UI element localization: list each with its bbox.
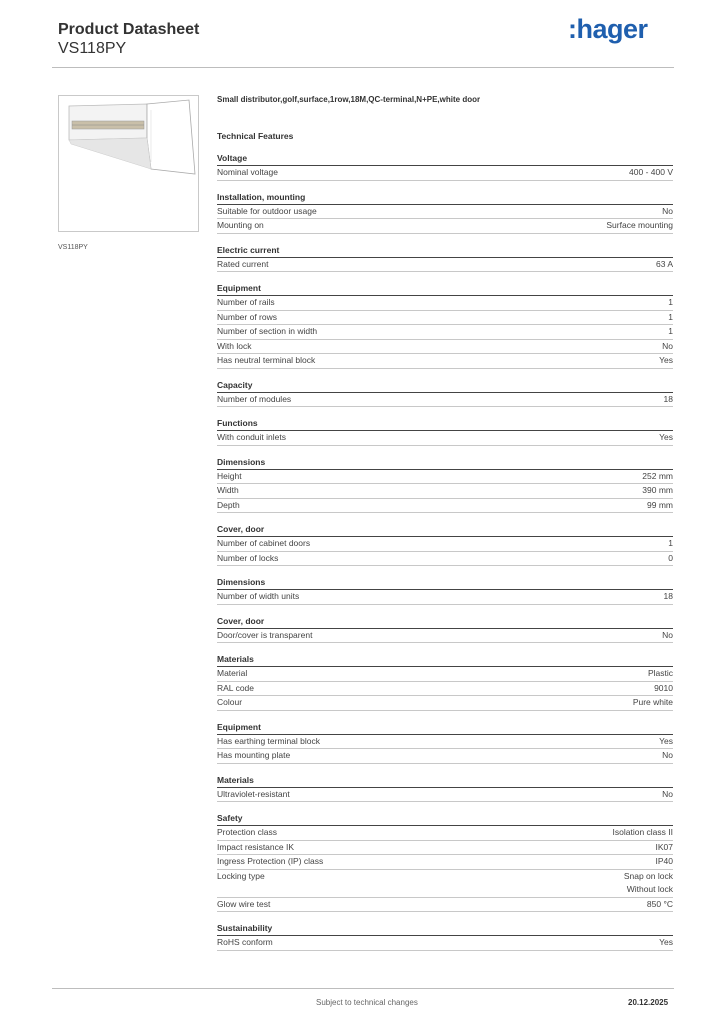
feature-row bbox=[217, 166, 673, 181]
feature-row bbox=[217, 855, 673, 870]
feature-value: IP40 bbox=[655, 856, 673, 866]
feature-section bbox=[217, 379, 673, 408]
feature-value: No bbox=[662, 788, 673, 799]
feature-label: Material bbox=[217, 668, 248, 678]
feature-label: Number of width units bbox=[217, 591, 300, 601]
feature-row bbox=[217, 431, 673, 446]
section-title: Electric current bbox=[217, 244, 673, 258]
feature-section bbox=[217, 812, 673, 912]
feature-label: Ingress Protection (IP) class bbox=[217, 856, 324, 866]
feature-value: 400 - 400 V bbox=[629, 167, 673, 177]
feature-label: Width bbox=[217, 485, 239, 495]
feature-section bbox=[217, 523, 673, 566]
section-title: Voltage bbox=[217, 152, 673, 166]
section-title: Equipment bbox=[217, 721, 673, 735]
feature-label: With lock bbox=[217, 340, 252, 351]
feature-label: Number of locks bbox=[217, 552, 279, 563]
section-title: Equipment bbox=[217, 282, 673, 296]
feature-row bbox=[217, 788, 673, 803]
section-title: Dimensions bbox=[217, 576, 673, 590]
feature-row bbox=[217, 354, 673, 369]
feature-section bbox=[217, 244, 673, 273]
feature-section bbox=[217, 653, 673, 711]
feature-label: Door/cover is transparent bbox=[217, 629, 313, 640]
feature-row bbox=[217, 311, 673, 326]
section-title: Capacity bbox=[217, 379, 673, 393]
feature-row bbox=[217, 898, 673, 913]
feature-value: Snap on lock Without lock bbox=[623, 870, 673, 894]
feature-row bbox=[217, 870, 673, 898]
feature-label: Ultraviolet-resistant bbox=[217, 788, 290, 799]
section-title: Cover, door bbox=[217, 523, 673, 537]
feature-label: With conduit inlets bbox=[217, 432, 286, 442]
feature-label: RoHS conform bbox=[217, 937, 273, 947]
feature-label: Colour bbox=[217, 697, 243, 707]
technical-features-heading: Technical Features bbox=[217, 131, 294, 141]
feature-row bbox=[217, 682, 673, 697]
feature-row bbox=[217, 470, 673, 485]
feature-label: Mounting on bbox=[217, 220, 264, 230]
feature-value: Plastic bbox=[647, 668, 673, 678]
feature-value: 1 bbox=[668, 297, 673, 307]
section-title: Cover, door bbox=[217, 615, 673, 629]
feature-label: Height bbox=[217, 470, 242, 481]
feature-row bbox=[217, 484, 673, 499]
footer-divider bbox=[52, 988, 674, 989]
feature-value: 390 mm bbox=[642, 485, 673, 495]
feature-row bbox=[217, 552, 673, 567]
feature-label: Depth bbox=[217, 499, 240, 510]
feature-label: Has earthing terminal block bbox=[217, 735, 320, 746]
header-divider bbox=[52, 67, 674, 68]
feature-section bbox=[217, 615, 673, 644]
page-title: Product Datasheet bbox=[58, 21, 200, 38]
feature-value: Yes bbox=[659, 432, 673, 442]
feature-value: Isolation class II bbox=[612, 827, 673, 837]
feature-value: Pure white bbox=[632, 697, 673, 707]
product-image bbox=[58, 95, 199, 232]
feature-value: 252 mm bbox=[642, 470, 673, 481]
feature-value: 1 bbox=[668, 326, 673, 336]
footer-note: Subject to technical changes bbox=[316, 998, 418, 1007]
section-title: Materials bbox=[217, 774, 673, 788]
feature-section bbox=[217, 191, 673, 234]
feature-row bbox=[217, 325, 673, 340]
footer-date: 20.12.2025 bbox=[628, 998, 669, 1007]
feature-row bbox=[217, 537, 673, 552]
feature-value: 0 bbox=[668, 552, 673, 563]
section-title: Materials bbox=[217, 653, 673, 667]
image-caption: VS118PY bbox=[58, 244, 88, 251]
datasheet-content bbox=[217, 94, 673, 961]
feature-section bbox=[217, 721, 673, 764]
feature-value: No bbox=[662, 750, 673, 760]
feature-value: 18 bbox=[663, 591, 673, 601]
feature-value: 1 bbox=[668, 311, 673, 322]
feature-label: Number of modules bbox=[217, 393, 292, 404]
feature-label: RAL code bbox=[217, 682, 255, 693]
product-code: VS118PY bbox=[58, 40, 127, 57]
feature-row bbox=[217, 296, 673, 311]
feature-row bbox=[217, 826, 673, 841]
feature-value: Yes bbox=[659, 735, 673, 746]
feature-row bbox=[217, 841, 673, 856]
feature-sections bbox=[217, 152, 673, 951]
feature-row bbox=[217, 219, 673, 234]
feature-value: 99 mm bbox=[647, 499, 673, 510]
feature-section bbox=[217, 152, 673, 181]
feature-row bbox=[217, 393, 673, 408]
feature-value: 1 bbox=[668, 538, 673, 548]
feature-row bbox=[217, 696, 673, 711]
feature-row bbox=[217, 629, 673, 644]
feature-row bbox=[217, 735, 673, 750]
feature-row bbox=[217, 590, 673, 605]
feature-value: Surface mounting bbox=[606, 220, 673, 230]
feature-label: Number of cabinet doors bbox=[217, 538, 311, 548]
feature-row bbox=[217, 667, 673, 682]
section-title: Sustainability bbox=[217, 922, 673, 936]
feature-value: IK07 bbox=[655, 841, 673, 852]
hager-logo: :hager bbox=[568, 14, 648, 44]
feature-row bbox=[217, 749, 673, 764]
feature-value: 18 bbox=[663, 393, 673, 404]
section-title: Functions bbox=[217, 417, 673, 431]
feature-label: Locking type bbox=[217, 870, 265, 881]
feature-label: Number of rows bbox=[217, 311, 277, 322]
feature-label: Number of section in width bbox=[217, 326, 318, 336]
section-title: Safety bbox=[217, 812, 673, 826]
feature-label: Glow wire test bbox=[217, 898, 271, 909]
feature-value: No bbox=[662, 629, 673, 640]
feature-label: Has mounting plate bbox=[217, 750, 291, 760]
feature-section bbox=[217, 576, 673, 605]
feature-value: No bbox=[662, 340, 673, 351]
feature-section bbox=[217, 922, 673, 951]
feature-label: Nominal voltage bbox=[217, 167, 278, 177]
section-title: Dimensions bbox=[217, 456, 673, 470]
feature-row bbox=[217, 499, 673, 514]
feature-row bbox=[217, 205, 673, 220]
feature-section bbox=[217, 774, 673, 803]
feature-row bbox=[217, 936, 673, 951]
feature-label: Impact resistance IK bbox=[217, 841, 295, 852]
feature-row bbox=[217, 258, 673, 273]
feature-value: 63 A bbox=[655, 258, 673, 269]
feature-value: No bbox=[662, 205, 673, 216]
feature-section bbox=[217, 282, 673, 369]
feature-label: Suitable for outdoor usage bbox=[217, 205, 317, 216]
feature-value: 850 °C bbox=[646, 898, 673, 909]
feature-section bbox=[217, 456, 673, 514]
product-description: Small distributor,golf,surface,1row,18M,QC-terminal,N+PE,white door bbox=[217, 95, 481, 104]
feature-label: Rated current bbox=[217, 258, 269, 269]
feature-value: Yes bbox=[659, 937, 673, 947]
feature-label: Protection class bbox=[217, 827, 277, 837]
feature-section bbox=[217, 417, 673, 446]
feature-label: Has neutral terminal block bbox=[217, 355, 316, 365]
feature-value: Yes bbox=[659, 355, 673, 365]
feature-label: Number of rails bbox=[217, 297, 275, 307]
feature-value: 9010 bbox=[654, 682, 673, 693]
section-title: Installation, mounting bbox=[217, 191, 673, 205]
feature-row bbox=[217, 340, 673, 355]
